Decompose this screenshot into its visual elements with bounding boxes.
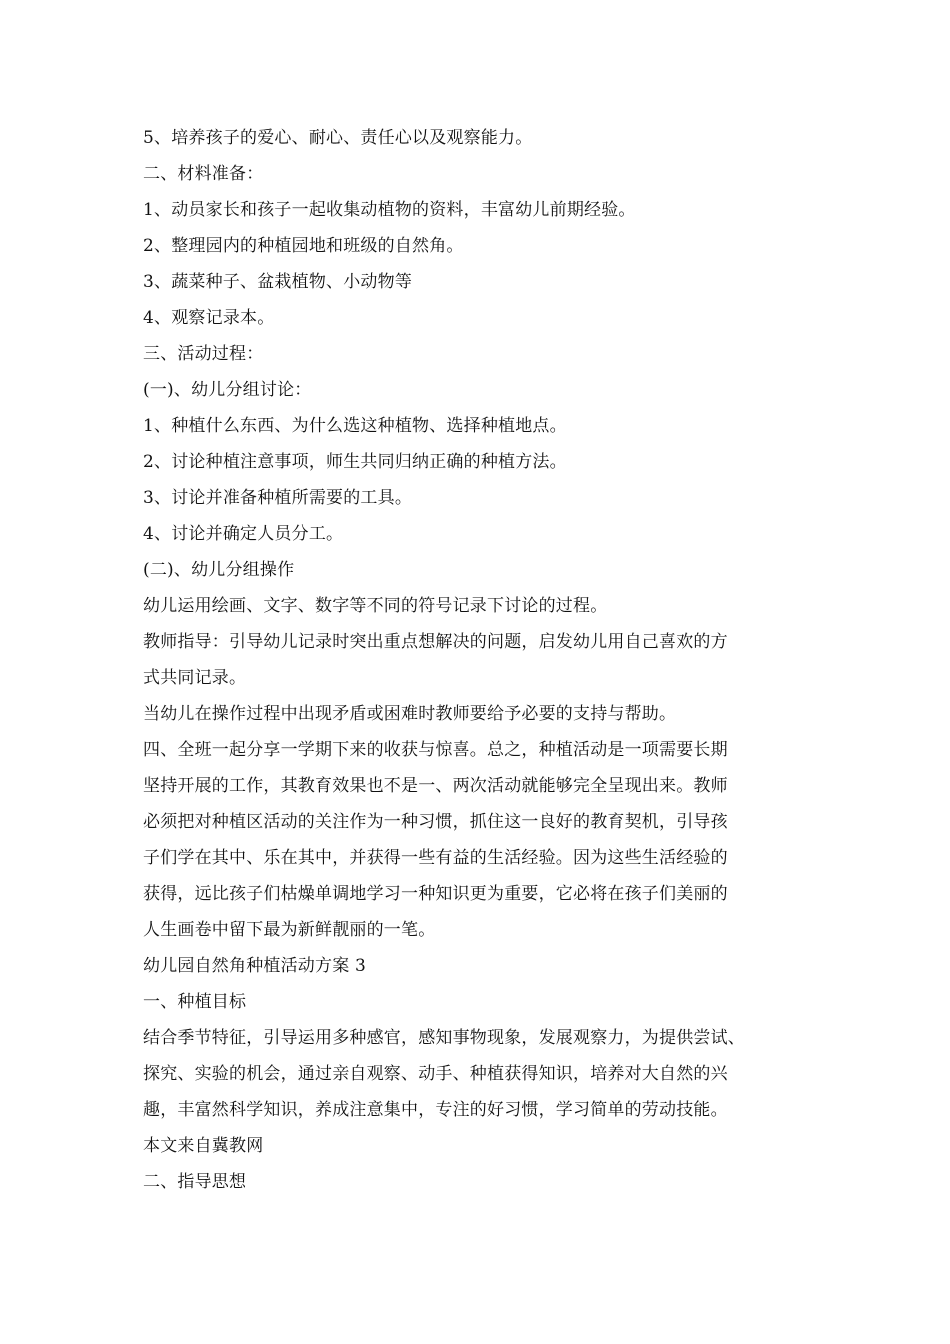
text-line: 1、动员家长和孩子一起收集动植物的资料，丰富幼儿前期经验。 xyxy=(143,200,636,220)
text-line: 4、观察记录本。 xyxy=(143,308,275,328)
source-note: 本文来自冀教网 xyxy=(143,1136,264,1156)
text-line: 探究、实验的机会，通过亲自观察、动手、种植获得知识，培养对大自然的兴 xyxy=(143,1064,728,1084)
section-heading: 三、活动过程： xyxy=(143,344,264,364)
text-line: 幼儿运用绘画、文字、数字等不同的符号记录下讨论的过程。 xyxy=(143,596,608,616)
text-line: 坚持开展的工作，其教育效果也不是一、两次活动就能够完全呈现出来。教师 xyxy=(143,776,728,796)
text-line: 当幼儿在操作过程中出现矛盾或困难时教师要给予必要的支持与帮助。 xyxy=(143,704,677,724)
text-line: 5、培养孩子的爱心、耐心、责任心以及观察能力。 xyxy=(143,128,533,148)
section-heading: 二、材料准备： xyxy=(143,164,264,184)
text-line: 2、讨论种植注意事项，师生共同归纳正确的种植方法。 xyxy=(143,452,567,472)
text-line: 1、种植什么东西、为什么选这种植物、选择种植地点。 xyxy=(143,416,567,436)
text-line: 人生画卷中留下最为新鲜靓丽的一笔。 xyxy=(143,920,436,940)
text-line: 4、讨论并确定人员分工。 xyxy=(143,524,344,544)
document-body xyxy=(143,120,833,1200)
text-line: 2、整理园内的种植园地和班级的自然角。 xyxy=(143,236,464,256)
text-line: 获得，远比孩子们枯燥单调地学习一种知识更为重要，它必将在孩子们美丽的 xyxy=(143,884,728,904)
text-line: 必须把对种植区活动的关注作为一种习惯，抓住这一良好的教育契机，引导孩 xyxy=(143,812,728,832)
document-title: 幼儿园自然角种植活动方案 3 xyxy=(143,956,367,976)
text-line: 3、讨论并准备种植所需要的工具。 xyxy=(143,488,413,508)
text-line: 趣，丰富然科学知识，养成注意集中，专注的好习惯，学习简单的劳动技能。 xyxy=(143,1100,728,1120)
text-line: 四、全班一起分享一学期下来的收获与惊喜。总之，种植活动是一项需要长期 xyxy=(143,740,728,760)
text-line: 教师指导：引导幼儿记录时突出重点想解决的问题，启发幼儿用自己喜欢的方 xyxy=(143,632,728,652)
subsection-heading: (二)、幼儿分组操作 xyxy=(143,560,295,580)
text-line: 3、蔬菜种子、盆栽植物、小动物等 xyxy=(143,272,413,292)
text-line: 结合季节特征，引导运用多种感官，感知事物现象，发展观察力，为提供尝试、 xyxy=(143,1028,745,1048)
subsection-heading: (一)、幼儿分组讨论： xyxy=(143,380,312,400)
text-line: 式共同记录。 xyxy=(143,668,247,688)
section-heading: 一、种植目标 xyxy=(143,992,247,1012)
text-line: 子们学在其中、乐在其中，并获得一些有益的生活经验。因为这些生活经验的 xyxy=(143,848,728,868)
section-heading: 二、指导思想 xyxy=(143,1172,247,1192)
